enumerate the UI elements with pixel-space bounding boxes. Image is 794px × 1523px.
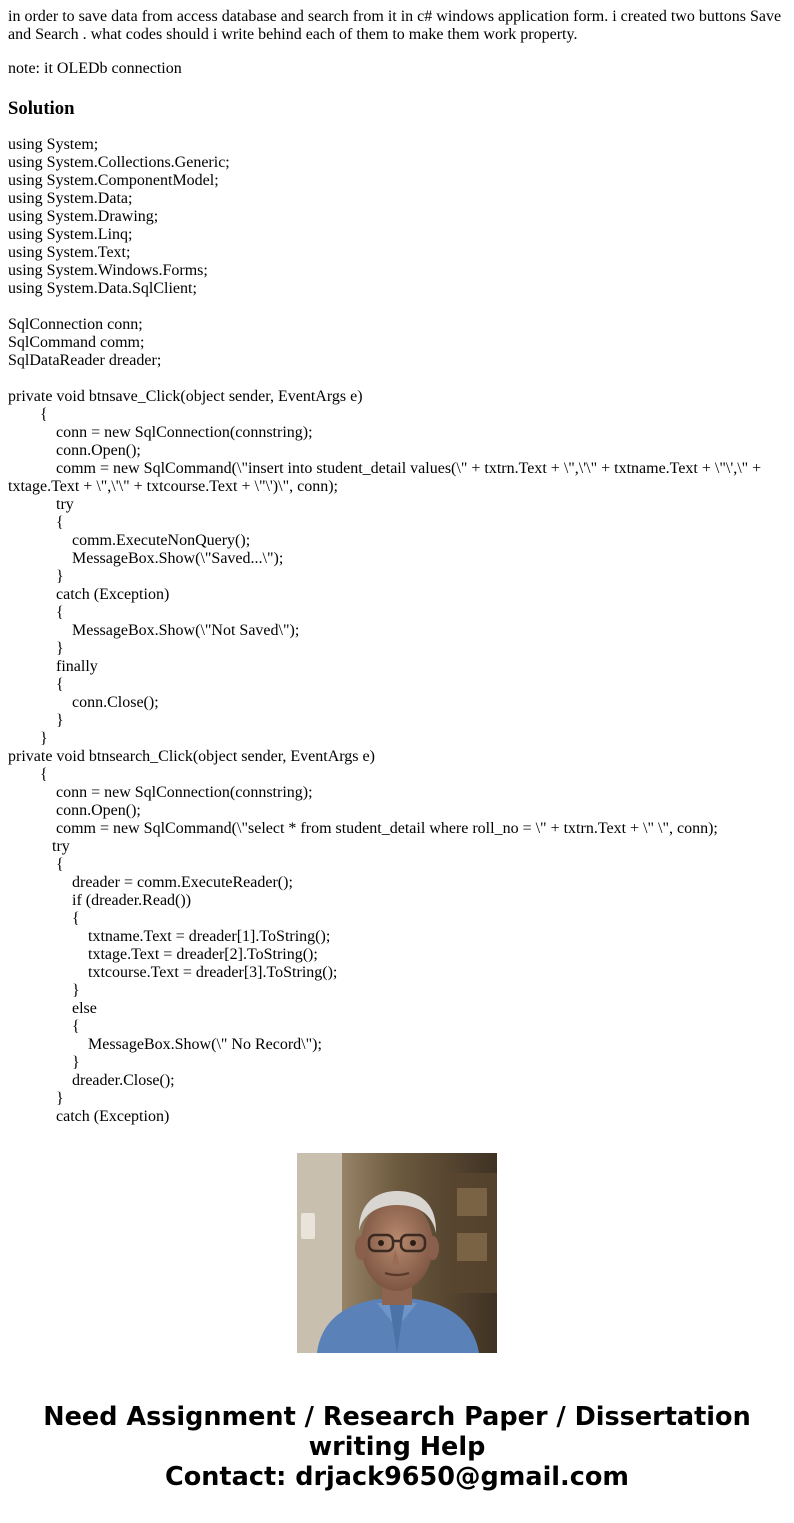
code-line: using System.Data.SqlClient; [8,280,197,297]
code-line: MessageBox.Show(\"Not Saved\"); [8,622,300,639]
code-line: SqlDataReader dreader; [8,352,162,369]
code-line: { [8,1018,80,1035]
code-line: else [8,1000,97,1017]
code-line: conn.Close(); [8,694,159,711]
code-line: if (dreader.Read()) [8,892,192,909]
code-line: conn.Open(); [8,442,141,459]
code-line: dreader.Close(); [8,1072,175,1089]
portrait-image [297,1153,497,1353]
code-line: finally [8,658,98,675]
code-line: using System.Data; [8,190,133,207]
code-line: dreader = comm.ExecuteReader(); [8,874,293,891]
code-line: conn = new SqlConnection(connstring); [8,424,313,441]
question-note: note: it OLEDb connection [8,60,182,77]
code-line: conn = new SqlConnection(connstring); [8,784,313,801]
solution-heading: Solution [8,98,75,119]
footer-contact: Contact: drjack9650@gmail.com [165,1462,629,1492]
code-line: using System.Drawing; [8,208,159,225]
code-line: catch (Exception) [8,586,170,603]
code-line: txtname.Text = dreader[1].ToString(); [8,928,331,945]
footer-line-1: Need Assignment / Research Paper / Dissertation [43,1402,751,1432]
document-body [8,8,786,1125]
code-line: SqlCommand comm; [8,334,145,351]
code-line: txtcourse.Text = dreader[3].ToString(); [8,964,338,981]
question-text: in order to save data from access database and search from it in c# windows application form. i created two buttons Save and Search . what codes should i write behind each of them to make them work property. [8,8,782,43]
code-line: { [8,676,64,693]
code-line: using System.Text; [8,244,131,261]
code-line [8,370,786,388]
code-line: using System.Linq; [8,226,133,243]
code-line: { [8,856,64,873]
code-line: conn.Open(); [8,802,141,819]
code-line: { [8,406,48,423]
solution-code [8,136,786,1125]
code-line: comm = new SqlCommand(\"select * from student_detail where roll_no = \" + txtrn.Text + \" \", conn); [8,820,718,837]
code-line: } [8,730,48,747]
code-line: using System.ComponentModel; [8,172,219,189]
code-line: { [8,604,64,621]
code-line: { [8,910,80,927]
code-line: { [8,766,48,783]
code-line: using System; [8,136,99,153]
code-line: comm.ExecuteNonQuery(); [8,532,251,549]
footer-line-2: writing Help [308,1432,486,1462]
code-line: } [8,1054,80,1071]
code-line: catch (Exception) [8,1108,170,1125]
code-line: } [8,568,64,585]
code-line: } [8,982,80,999]
code-line: using System.Collections.Generic; [8,154,230,171]
code-line: try [8,496,74,513]
code-line: MessageBox.Show(\"Saved...\"); [8,550,284,567]
footer-banner [0,1402,794,1492]
code-line: txtage.Text = dreader[2].ToString(); [8,946,318,963]
code-line: } [8,640,64,657]
code-line: private void btnsearch_Click(object sender, EventArgs e) [8,748,375,765]
code-line: } [8,712,64,729]
code-line: SqlConnection conn; [8,316,143,333]
code-line: private void btnsave_Click(object sender, EventArgs e) [8,388,363,405]
code-line: try [8,838,70,855]
code-line: MessageBox.Show(\" No Record\"); [8,1036,322,1053]
code-line: } [8,1090,64,1107]
code-line [8,298,786,316]
author-photo [297,1153,497,1353]
code-line: { [8,514,64,531]
code-line: comm = new SqlCommand(\"insert into student_detail values(\" + txtrn.Text + \",\'\" + txtname.Text + \"\',\" + txtage.Text + \",\'\" + txtcourse.Text + \"\')\", conn); [8,460,766,495]
code-line: using System.Windows.Forms; [8,262,208,279]
